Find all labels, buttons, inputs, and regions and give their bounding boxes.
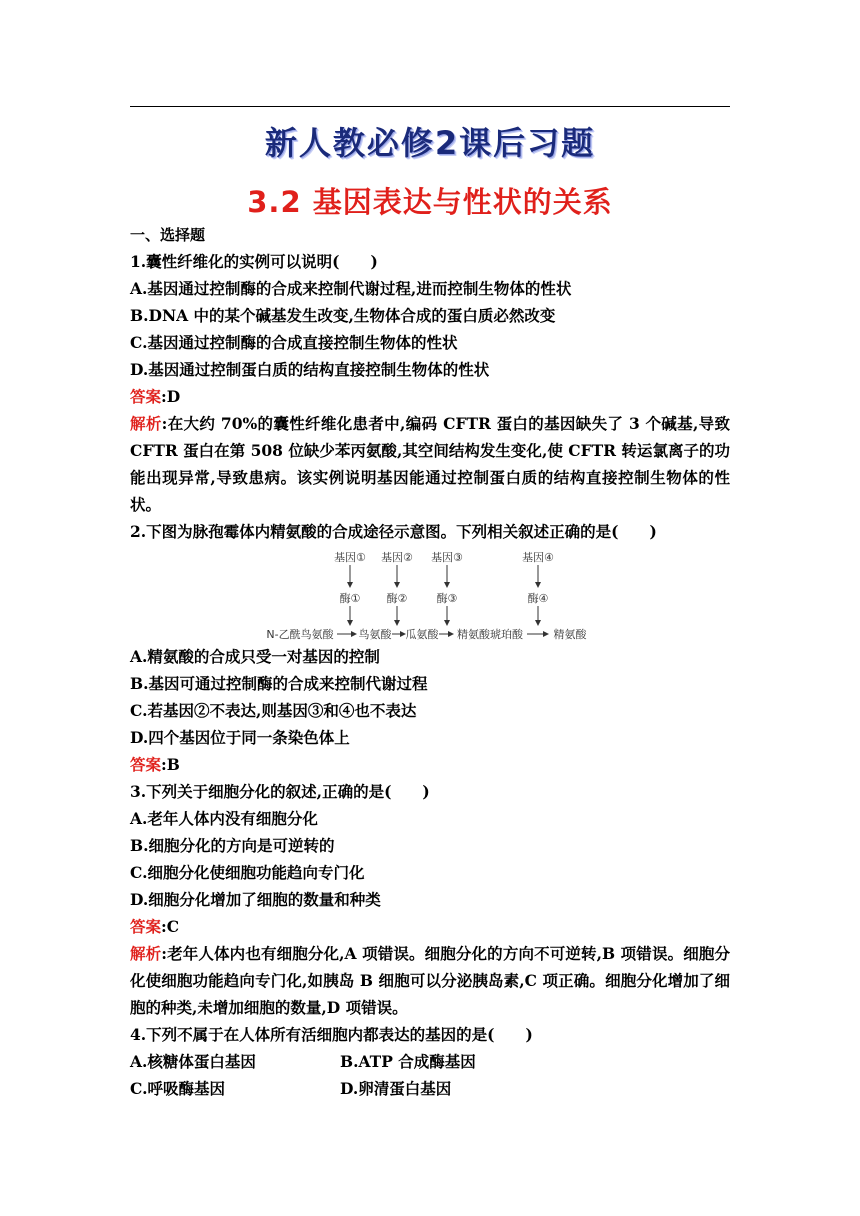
diagram-enzyme-1: 酶①	[339, 592, 361, 605]
diagram-enzyme-2: 酶②	[386, 592, 408, 605]
question-1-option-b: B.DNA 中的某个碱基发生改变,生物体合成的蛋白质必然改变	[130, 306, 556, 325]
question-3-analysis-text: :老年人体内也有细胞分化,A 项错误。细胞分化的方向不可逆转,B 项错误。细胞分化使细胞功能趋向专门化,如胰岛 B 细胞可以分泌胰岛素,C 项正确。细胞分化增加了细胞的种类,未增加细胞的数量,D 项错误。	[130, 944, 730, 1017]
question-3-stem: 3.下列关于细胞分化的叙述,正确的是( )	[130, 782, 430, 801]
question-2-option-d: D.四个基因位于同一条染色体上	[130, 728, 350, 747]
question-4-option-a: A.核糖体蛋白基因	[130, 1052, 256, 1071]
question-4-option-d: D.卵清蛋白基因	[340, 1079, 452, 1098]
diagram-substance-2: 鸟氨酸	[358, 628, 392, 641]
question-2-answer-value: :B	[161, 755, 180, 774]
question-2-option-a: A.精氨酸的合成只受一对基因的控制	[130, 647, 380, 666]
document-body	[130, 222, 730, 1102]
question-2-stem: 2.下图为脉孢霉体内精氨酸的合成途径示意图。下列相关叙述正确的是( )	[130, 522, 657, 541]
question-1-answer-value: :D	[161, 387, 181, 406]
question-4-stem: 4.下列不属于在人体所有活细胞内都表达的基因的是( )	[130, 1025, 533, 1044]
diagram-gene-1: 基因①	[334, 551, 366, 564]
diagram-substance-3: 瓜氨酸	[405, 628, 439, 641]
question-2-option-c: C.若基因②不表达,则基因③和④也不表达	[130, 701, 417, 720]
diagram-substance-1: N-乙酰鸟氨酸	[266, 628, 334, 641]
analysis-label: 解析	[130, 944, 162, 963]
question-4-options-row-2	[130, 1075, 730, 1102]
question-3-option-d: D.细胞分化增加了细胞的数量和种类	[130, 890, 381, 909]
answer-label: 答案	[130, 755, 162, 774]
question-3-option-b: B.细胞分化的方向是可逆转的	[130, 836, 335, 855]
question-4-options-row-1	[130, 1048, 730, 1075]
diagram-substance-4: 精氨酸琥珀酸	[457, 628, 523, 641]
question-1-analysis	[130, 410, 730, 518]
analysis-label: 解析	[130, 414, 162, 433]
question-4-option-b: B.ATP 合成酶基因	[340, 1052, 476, 1071]
diagram-gene-3: 基因③	[431, 551, 463, 564]
diagram-substance-5: 精氨酸	[553, 628, 587, 641]
question-2-answer	[130, 751, 730, 778]
question-1-option-c: C.基因通过控制酶的合成直接控制生物体的性状	[130, 333, 458, 352]
diagram-gene-4: 基因④	[522, 551, 554, 564]
answer-label: 答案	[130, 917, 162, 936]
lesson-title: 3.2 基因表达与性状的关系	[247, 185, 613, 219]
answer-label: 答案	[130, 387, 162, 406]
question-1-analysis-text: :在大约 70%的囊性纤维化患者中,编码 CFTR 蛋白的基因缺失了 3 个碱基,导致 CFTR 蛋白在第 508 位缺少苯丙氨酸,其空间结构发生变化,使 CFTR 转运氯离子的功能出现异常,导致患病。该实例说明基因能通过控制蛋白质的结构直接控制生物体的性状。	[130, 414, 730, 514]
question-3-option-c: C.细胞分化使细胞功能趋向专门化	[130, 863, 365, 882]
question-3-answer-value: :C	[161, 917, 180, 936]
question-4-option-c: C.呼吸酶基因	[130, 1079, 225, 1098]
question-1-stem: 1.囊性纤维化的实例可以说明( )	[130, 252, 378, 271]
section-heading: 一、选择题	[130, 226, 206, 244]
header-rule	[130, 106, 730, 107]
question-1-option-d: D.基因通过控制蛋白质的结构直接控制生物体的性状	[130, 360, 490, 379]
series-title: 新人教必修2课后习题	[264, 124, 596, 162]
diagram-enzyme-4: 酶④	[527, 592, 549, 605]
arginine-pathway-diagram	[130, 547, 730, 643]
question-1-answer	[130, 383, 730, 410]
question-3-option-a: A.老年人体内没有细胞分化	[130, 809, 318, 828]
diagram-gene-2: 基因②	[381, 551, 413, 564]
diagram-enzyme-3: 酶③	[436, 592, 458, 605]
question-3-answer	[130, 913, 730, 940]
question-1-option-a: A.基因通过控制酶的合成来控制代谢过程,进而控制生物体的性状	[130, 279, 572, 298]
question-2-option-b: B.基因可通过控制酶的合成来控制代谢过程	[130, 674, 428, 693]
question-3-analysis	[130, 940, 730, 1021]
